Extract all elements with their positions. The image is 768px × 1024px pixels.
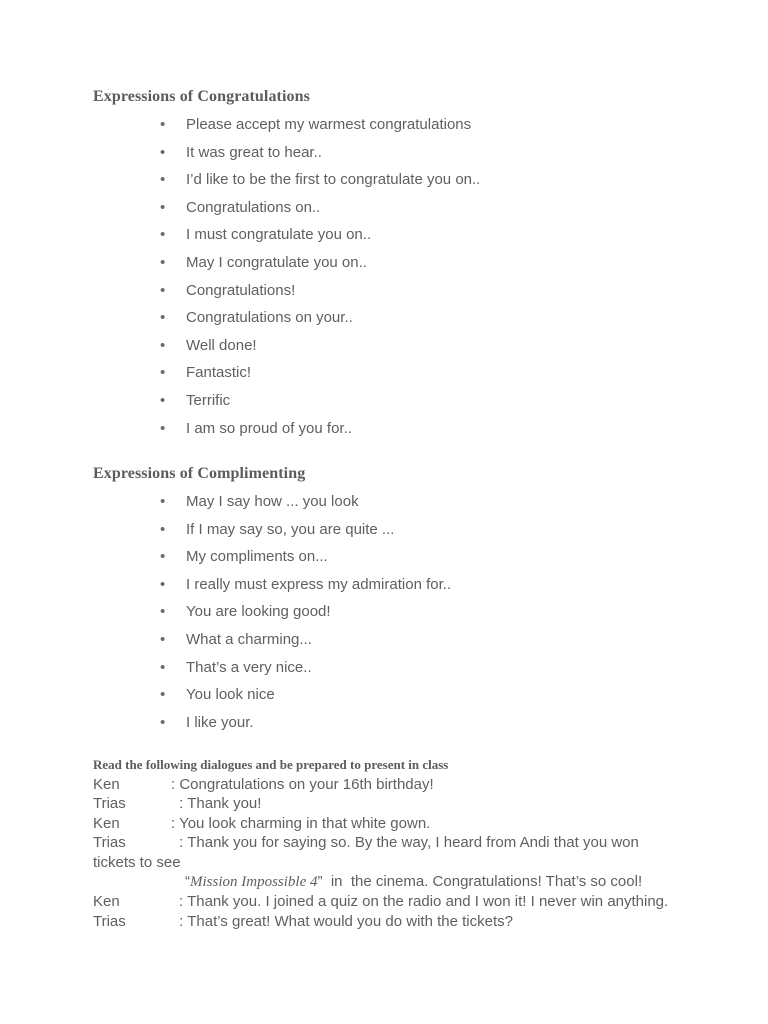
speaker-name: Ken xyxy=(93,776,120,793)
list-item xyxy=(160,714,451,742)
dialogue-line xyxy=(93,833,683,852)
list-item xyxy=(160,254,480,282)
bullet-icon: • xyxy=(160,116,166,133)
bullet-icon: • xyxy=(160,658,166,676)
speech-text: tickets to see xyxy=(93,853,181,871)
speech-text: in the cinema. Congratulations! That’s so cool! xyxy=(322,873,643,891)
bullet-icon: • xyxy=(160,143,166,161)
speaker-name: Trias xyxy=(93,834,126,852)
bullet-icon: • xyxy=(160,171,166,189)
list-item xyxy=(160,199,480,227)
list-item-text: Congratulations! xyxy=(186,281,296,299)
speaker-name: Trias xyxy=(93,912,126,930)
heading-congratulations: Expressions of Congratulations xyxy=(93,88,310,105)
dialogue-line xyxy=(93,912,683,931)
bullet-icon: • xyxy=(160,548,166,566)
list-item-text: You look nice xyxy=(186,686,275,704)
list-item-text: Please accept my warmest congratulations xyxy=(186,116,472,133)
list-item xyxy=(160,493,451,521)
list-item xyxy=(160,171,480,199)
bullet-icon: • xyxy=(160,630,166,648)
list-item xyxy=(160,659,451,687)
speaker-name: Ken xyxy=(93,814,120,832)
list-item xyxy=(160,116,480,144)
list-item xyxy=(160,392,480,420)
dialogue-line xyxy=(93,814,683,833)
dialogue-line-continuation xyxy=(93,853,683,872)
list-item xyxy=(160,282,480,310)
list-item xyxy=(160,144,480,172)
complimenting-list xyxy=(160,493,451,741)
list-item xyxy=(160,309,480,337)
close-quote: ” xyxy=(317,873,323,891)
movie-title: Mission Impossible 4 xyxy=(190,874,318,891)
bullet-icon: • xyxy=(160,419,166,437)
bullet-icon: • xyxy=(160,686,166,704)
speech-text: : Congratulations on your 16th birthday! xyxy=(171,776,434,793)
list-item-text: Congratulations on your.. xyxy=(186,309,353,327)
list-item xyxy=(160,337,480,365)
list-item-text: I’d like to be the first to congratulate you on.. xyxy=(186,171,481,189)
list-item-text: I am so proud of you for.. xyxy=(186,419,352,437)
list-item-text: Fantastic! xyxy=(186,364,252,382)
dialogue-line xyxy=(93,892,683,911)
list-item-text: I really must express my admiration for.. xyxy=(186,575,452,593)
bullet-icon: • xyxy=(160,575,166,593)
bullet-icon: • xyxy=(160,603,166,621)
list-item-text: What a charming... xyxy=(186,630,312,648)
list-item xyxy=(160,603,451,631)
bullet-icon: • xyxy=(160,253,166,271)
list-item-text: Well done! xyxy=(186,336,257,354)
bullet-icon: • xyxy=(160,713,166,731)
speaker-name: Ken xyxy=(93,893,120,911)
speaker-name: Trias xyxy=(93,795,126,813)
dialogue-line xyxy=(93,775,683,794)
bullet-icon: • xyxy=(160,364,166,382)
list-item-text: May I say how ... you look xyxy=(186,493,359,510)
heading-complimenting: Expressions of Complimenting xyxy=(93,465,306,482)
list-item xyxy=(160,548,451,576)
list-item-text: I must congratulate you on.. xyxy=(186,226,372,244)
list-item-text: May I congratulate you on.. xyxy=(186,253,367,271)
speech-text: : Thank you. I joined a quiz on the radio and I won it! I never win anything. xyxy=(179,893,669,911)
list-item-text: You are looking good! xyxy=(186,603,331,621)
list-item-text: It was great to hear.. xyxy=(186,143,322,161)
list-item xyxy=(160,521,451,549)
list-item xyxy=(160,576,451,604)
bullet-icon: • xyxy=(160,309,166,327)
dialogue-block xyxy=(93,775,683,931)
dialogue-line xyxy=(93,794,683,813)
speech-text: : You look charming in that white gown. xyxy=(171,814,431,832)
dialogue-instruction: Read the following dialogues and be prepared to present in class xyxy=(93,757,449,772)
bullet-icon: • xyxy=(160,198,166,216)
list-item xyxy=(160,686,451,714)
open-quote: “ xyxy=(185,873,190,891)
list-item xyxy=(160,420,480,448)
list-item-text: That’s a very nice.. xyxy=(186,658,312,676)
bullet-icon: • xyxy=(160,520,166,538)
bullet-icon: • xyxy=(160,336,166,354)
list-item-text: Congratulations on.. xyxy=(186,198,321,216)
bullet-icon: • xyxy=(160,493,166,510)
list-item xyxy=(160,631,451,659)
list-item-text: Terrific xyxy=(186,391,231,409)
list-item-text: If I may say so, you are quite ... xyxy=(186,520,395,538)
dialogue-line-continuation xyxy=(93,872,683,892)
speech-text: : Thank you! xyxy=(175,795,262,813)
speech-text: : That’s great! What would you do with the tickets? xyxy=(175,912,513,930)
bullet-icon: • xyxy=(160,226,166,244)
list-item xyxy=(160,364,480,392)
congratulations-list xyxy=(160,116,480,447)
list-item xyxy=(160,226,480,254)
list-item-text: I like your. xyxy=(186,713,254,731)
speech-text: : Thank you for saying so. By the way, I heard from Andi that you won xyxy=(175,834,639,852)
list-item-text: My compliments on... xyxy=(186,548,328,566)
bullet-icon: • xyxy=(160,391,166,409)
bullet-icon: • xyxy=(160,281,166,299)
